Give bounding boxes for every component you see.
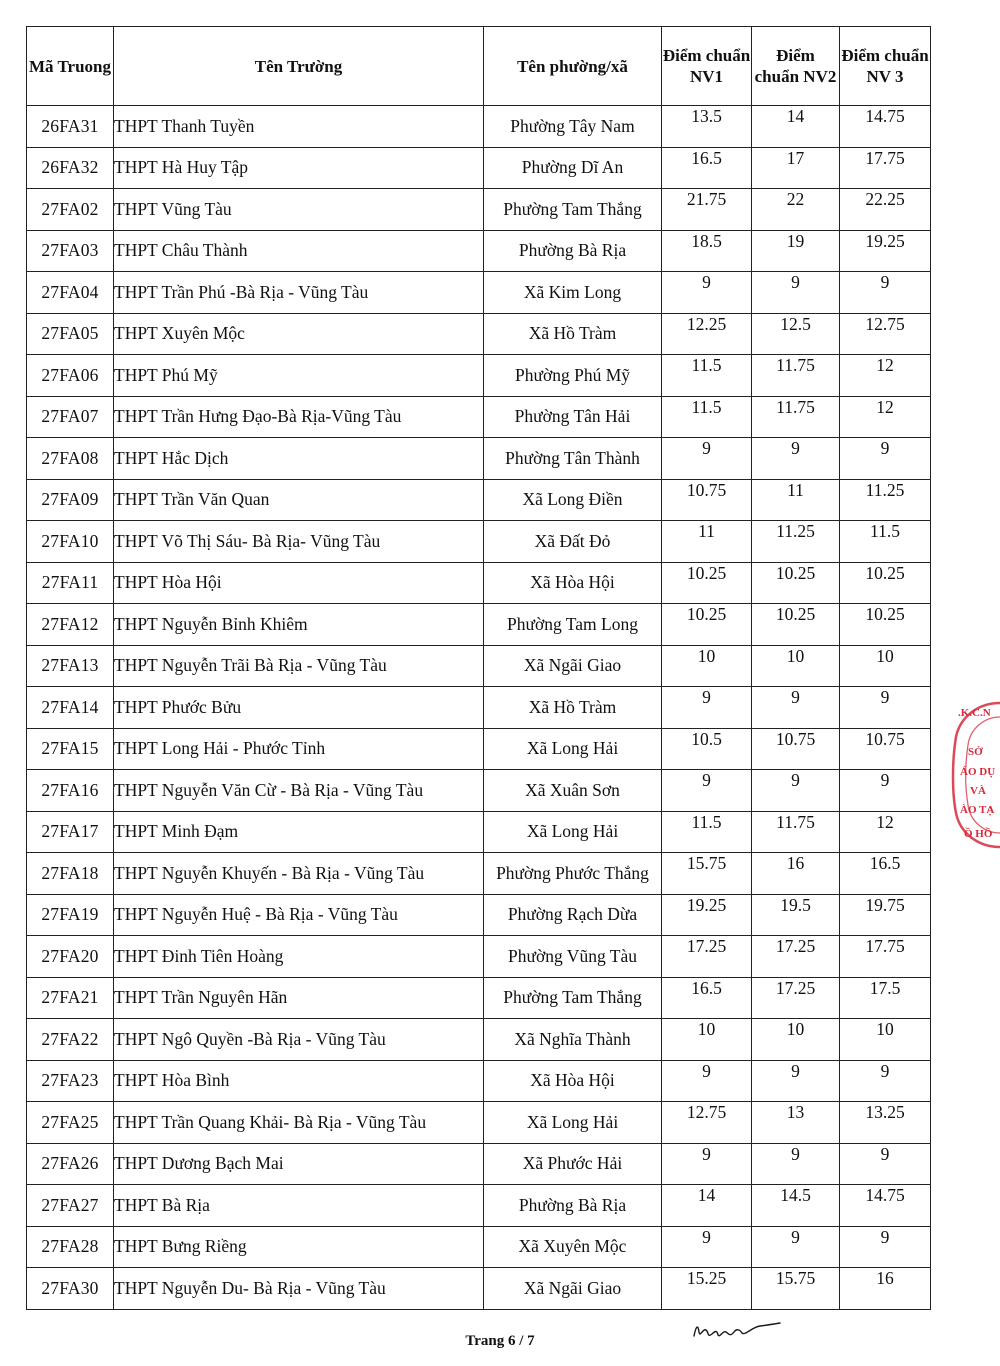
cell-school-name: THPT Châu Thành — [114, 230, 484, 272]
cell-score-nv2: 10.25 — [752, 604, 840, 646]
cell-score-nv2: 9 — [752, 1226, 840, 1268]
table-row — [27, 479, 931, 521]
cell-school-name: THPT Long Hải - Phước Tỉnh — [114, 728, 484, 770]
cell-school-name: THPT Hà Huy Tập — [114, 147, 484, 189]
cell-score-nv3: 9 — [840, 687, 931, 729]
table-row — [27, 1102, 931, 1144]
official-seal-stamp — [948, 695, 1000, 865]
cell-score-nv2: 16 — [752, 853, 840, 895]
cell-score-nv2: 10 — [752, 1019, 840, 1061]
cell-school-code: 27FA27 — [27, 1185, 114, 1227]
cell-school-code: 27FA20 — [27, 936, 114, 978]
table-row — [27, 1185, 931, 1227]
cell-ward: Phường Tân Hải — [484, 396, 662, 438]
cell-school-name: THPT Bưng Riềng — [114, 1226, 484, 1268]
cell-score-nv1: 16.5 — [662, 147, 752, 189]
cell-score-nv2: 14.5 — [752, 1185, 840, 1227]
cell-school-code: 27FA15 — [27, 728, 114, 770]
table-row — [27, 687, 931, 729]
cell-score-nv1: 21.75 — [662, 189, 752, 231]
cell-ward: Phường Bà Rịa — [484, 1185, 662, 1227]
cell-school-name: THPT Dương Bạch Mai — [114, 1143, 484, 1185]
cell-score-nv1: 11 — [662, 521, 752, 563]
cell-score-nv1: 9 — [662, 272, 752, 314]
cell-school-name: THPT Nguyễn Văn Cừ - Bà Rịa - Vũng Tàu — [114, 770, 484, 812]
cell-score-nv1: 10.25 — [662, 604, 752, 646]
cell-school-code: 27FA30 — [27, 1268, 114, 1310]
document-page — [26, 26, 930, 1310]
cell-score-nv3: 12 — [840, 355, 931, 397]
cell-score-nv1: 17.25 — [662, 936, 752, 978]
page-number: Trang 6 / 7 — [465, 1333, 535, 1349]
cell-score-nv1: 15.25 — [662, 1268, 752, 1310]
cell-school-code: 27FA22 — [27, 1019, 114, 1061]
cell-school-code: 26FA32 — [27, 147, 114, 189]
header-school-name: Tên Trường — [114, 27, 484, 106]
table-row — [27, 189, 931, 231]
cell-score-nv1: 19.25 — [662, 894, 752, 936]
cell-school-code: 27FA13 — [27, 645, 114, 687]
cell-school-code: 27FA16 — [27, 770, 114, 812]
cell-school-name: THPT Hắc Dịch — [114, 438, 484, 480]
cell-ward: Phường Phước Thắng — [484, 853, 662, 895]
cell-school-code: 27FA11 — [27, 562, 114, 604]
cell-school-code: 27FA09 — [27, 479, 114, 521]
cell-school-code: 27FA17 — [27, 811, 114, 853]
cell-school-code: 27FA19 — [27, 894, 114, 936]
stamp-text-line: .K.C.N — [958, 707, 991, 719]
cell-score-nv2: 11.75 — [752, 396, 840, 438]
cell-score-nv1: 12.25 — [662, 313, 752, 355]
header-score-nv3: Điểm chuẩn NV 3 — [840, 27, 931, 106]
table-row — [27, 313, 931, 355]
cell-score-nv2: 9 — [752, 687, 840, 729]
cell-ward: Phường Tây Nam — [484, 106, 662, 148]
cell-score-nv1: 9 — [662, 687, 752, 729]
cell-score-nv3: 16 — [840, 1268, 931, 1310]
table-row — [27, 645, 931, 687]
cell-ward: Phường Tam Thắng — [484, 189, 662, 231]
cell-score-nv1: 9 — [662, 1143, 752, 1185]
cell-score-nv3: 10 — [840, 1019, 931, 1061]
stamp-text-line: ÀO TẠ — [960, 804, 995, 816]
cell-score-nv1: 10 — [662, 645, 752, 687]
table-row — [27, 811, 931, 853]
cell-ward: Xã Ngãi Giao — [484, 1268, 662, 1310]
header-score-nv2: Điểm chuẩn NV2 — [752, 27, 840, 106]
cell-ward: Xã Hồ Tràm — [484, 687, 662, 729]
cell-school-code: 27FA06 — [27, 355, 114, 397]
cell-score-nv2: 22 — [752, 189, 840, 231]
cell-score-nv3: 9 — [840, 1226, 931, 1268]
cell-score-nv2: 11 — [752, 479, 840, 521]
cell-ward: Xã Long Hải — [484, 811, 662, 853]
table-row — [27, 977, 931, 1019]
table-row — [27, 1268, 931, 1310]
cell-ward: Xã Long Hải — [484, 1102, 662, 1144]
cell-score-nv1: 9 — [662, 1060, 752, 1102]
cell-score-nv2: 19 — [752, 230, 840, 272]
cell-score-nv2: 13 — [752, 1102, 840, 1144]
cell-ward: Phường Tam Long — [484, 604, 662, 646]
cell-score-nv3: 11.5 — [840, 521, 931, 563]
cell-score-nv2: 11.75 — [752, 811, 840, 853]
cell-score-nv2: 17 — [752, 147, 840, 189]
cell-score-nv1: 10.75 — [662, 479, 752, 521]
cell-school-code: 27FA18 — [27, 853, 114, 895]
cell-score-nv3: 16.5 — [840, 853, 931, 895]
cell-school-code: 27FA26 — [27, 1143, 114, 1185]
cell-score-nv3: 14.75 — [840, 106, 931, 148]
cell-score-nv2: 11.75 — [752, 355, 840, 397]
cell-school-code: 27FA21 — [27, 977, 114, 1019]
cell-score-nv2: 17.25 — [752, 977, 840, 1019]
cell-school-name: THPT Ngô Quyền -Bà Rịa - Vũng Tàu — [114, 1019, 484, 1061]
stamp-text-line: ÁO DỤ — [960, 766, 996, 778]
cell-ward: Xã Hòa Hội — [484, 562, 662, 604]
cell-score-nv3: 10.75 — [840, 728, 931, 770]
table-row — [27, 1226, 931, 1268]
cell-score-nv3: 11.25 — [840, 479, 931, 521]
cell-score-nv1: 10.25 — [662, 562, 752, 604]
cell-school-code: 26FA31 — [27, 106, 114, 148]
stamp-text-line: VÀ — [970, 785, 986, 797]
stamp-text-line: SỞ — [968, 746, 983, 758]
cell-ward: Phường Bà Rịa — [484, 230, 662, 272]
cell-school-code: 27FA12 — [27, 604, 114, 646]
cell-score-nv2: 14 — [752, 106, 840, 148]
cell-school-name: THPT Bà Rịa — [114, 1185, 484, 1227]
cell-score-nv2: 10.75 — [752, 728, 840, 770]
table-row — [27, 853, 931, 895]
cell-ward: Xã Hòa Hội — [484, 1060, 662, 1102]
cell-score-nv3: 14.75 — [840, 1185, 931, 1227]
header-school-code: Mã Truong — [27, 27, 114, 106]
cell-school-name: THPT Trần Văn Quan — [114, 479, 484, 521]
cell-school-name: THPT Nguyễn Khuyến - Bà Rịa - Vũng Tàu — [114, 853, 484, 895]
cell-score-nv3: 19.25 — [840, 230, 931, 272]
cell-school-name: THPT Hòa Hội — [114, 562, 484, 604]
cell-score-nv1: 11.5 — [662, 396, 752, 438]
cell-ward: Xã Nghĩa Thành — [484, 1019, 662, 1061]
stamp-text-line: Ồ HỒ — [964, 828, 993, 840]
table-row — [27, 521, 931, 563]
cell-school-name: THPT Minh Đạm — [114, 811, 484, 853]
cell-score-nv3: 10.25 — [840, 562, 931, 604]
cell-score-nv1: 11.5 — [662, 811, 752, 853]
admission-scores-table — [26, 26, 931, 1310]
table-body — [27, 106, 931, 1310]
cell-ward: Xã Ngãi Giao — [484, 645, 662, 687]
cell-score-nv1: 12.75 — [662, 1102, 752, 1144]
cell-school-name: THPT Trần Phú -Bà Rịa - Vũng Tàu — [114, 272, 484, 314]
header-score-nv1: Điểm chuẩn NV1 — [662, 27, 752, 106]
table-row — [27, 147, 931, 189]
cell-school-name: THPT Thanh Tuyền — [114, 106, 484, 148]
cell-score-nv1: 15.75 — [662, 853, 752, 895]
cell-school-code: 27FA14 — [27, 687, 114, 729]
cell-ward: Xã Hồ Tràm — [484, 313, 662, 355]
cell-school-code: 27FA02 — [27, 189, 114, 231]
cell-score-nv3: 12 — [840, 811, 931, 853]
cell-school-code: 27FA07 — [27, 396, 114, 438]
cell-score-nv3: 9 — [840, 272, 931, 314]
table-row — [27, 438, 931, 480]
cell-school-name: THPT Nguyễn Bỉnh Khiêm — [114, 604, 484, 646]
cell-score-nv2: 10 — [752, 645, 840, 687]
cell-score-nv3: 9 — [840, 770, 931, 812]
cell-score-nv2: 15.75 — [752, 1268, 840, 1310]
cell-school-name: THPT Trần Nguyên Hãn — [114, 977, 484, 1019]
cell-score-nv3: 13.25 — [840, 1102, 931, 1144]
cell-score-nv2: 9 — [752, 438, 840, 480]
cell-school-code: 27FA03 — [27, 230, 114, 272]
cell-ward: Xã Xuân Sơn — [484, 770, 662, 812]
cell-score-nv1: 16.5 — [662, 977, 752, 1019]
cell-school-name: THPT Trần Quang Khải- Bà Rịa - Vũng Tàu — [114, 1102, 484, 1144]
cell-score-nv1: 14 — [662, 1185, 752, 1227]
cell-ward: Phường Tam Thắng — [484, 977, 662, 1019]
cell-score-nv3: 12.75 — [840, 313, 931, 355]
table-row — [27, 770, 931, 812]
cell-score-nv1: 10 — [662, 1019, 752, 1061]
table-row — [27, 1060, 931, 1102]
cell-school-code: 27FA28 — [27, 1226, 114, 1268]
table-row — [27, 936, 931, 978]
cell-school-name: THPT Xuyên Mộc — [114, 313, 484, 355]
cell-score-nv1: 18.5 — [662, 230, 752, 272]
cell-ward: Phường Vũng Tàu — [484, 936, 662, 978]
table-row — [27, 728, 931, 770]
cell-school-code: 27FA05 — [27, 313, 114, 355]
cell-school-code: 27FA08 — [27, 438, 114, 480]
table-row — [27, 106, 931, 148]
table-row — [27, 272, 931, 314]
header-ward: Tên phường/xã — [484, 27, 662, 106]
cell-ward: Xã Xuyên Mộc — [484, 1226, 662, 1268]
cell-ward: Phường Tân Thành — [484, 438, 662, 480]
cell-school-name: THPT Phước Bửu — [114, 687, 484, 729]
cell-score-nv2: 17.25 — [752, 936, 840, 978]
cell-score-nv1: 9 — [662, 438, 752, 480]
table-row — [27, 396, 931, 438]
cell-school-name: THPT Nguyễn Huệ - Bà Rịa - Vũng Tàu — [114, 894, 484, 936]
cell-school-code: 27FA25 — [27, 1102, 114, 1144]
cell-ward: Xã Kim Long — [484, 272, 662, 314]
cell-score-nv2: 9 — [752, 1143, 840, 1185]
cell-score-nv3: 12 — [840, 396, 931, 438]
cell-score-nv3: 22.25 — [840, 189, 931, 231]
table-header-row — [27, 27, 931, 106]
cell-score-nv1: 13.5 — [662, 106, 752, 148]
cell-ward: Phường Dĩ An — [484, 147, 662, 189]
cell-ward: Xã Phước Hải — [484, 1143, 662, 1185]
cell-school-code: 27FA23 — [27, 1060, 114, 1102]
cell-score-nv2: 11.25 — [752, 521, 840, 563]
table-row — [27, 604, 931, 646]
cell-ward: Xã Long Hải — [484, 728, 662, 770]
table-row — [27, 1143, 931, 1185]
cell-ward: Xã Long Điền — [484, 479, 662, 521]
table-row — [27, 355, 931, 397]
table-row — [27, 894, 931, 936]
cell-score-nv3: 17.75 — [840, 147, 931, 189]
cell-school-code: 27FA04 — [27, 272, 114, 314]
cell-school-name: THPT Đinh Tiên Hoàng — [114, 936, 484, 978]
cell-school-code: 27FA10 — [27, 521, 114, 563]
cell-score-nv3: 10.25 — [840, 604, 931, 646]
cell-score-nv2: 10.25 — [752, 562, 840, 604]
cell-school-name: THPT Phú Mỹ — [114, 355, 484, 397]
cell-school-name: THPT Trần Hưng Đạo-Bà Rịa-Vũng Tàu — [114, 396, 484, 438]
cell-score-nv3: 9 — [840, 1060, 931, 1102]
cell-school-name: THPT Hòa Bình — [114, 1060, 484, 1102]
cell-school-name: THPT Vũng Tàu — [114, 189, 484, 231]
cell-score-nv3: 10 — [840, 645, 931, 687]
cell-score-nv1: 9 — [662, 770, 752, 812]
cell-ward: Phường Rạch Dừa — [484, 894, 662, 936]
cell-school-name: THPT Nguyễn Trãi Bà Rịa - Vũng Tàu — [114, 645, 484, 687]
cell-score-nv1: 11.5 — [662, 355, 752, 397]
cell-score-nv2: 12.5 — [752, 313, 840, 355]
cell-score-nv3: 17.5 — [840, 977, 931, 1019]
table-row — [27, 230, 931, 272]
cell-score-nv1: 9 — [662, 1226, 752, 1268]
cell-score-nv2: 9 — [752, 770, 840, 812]
cell-ward: Phường Phú Mỹ — [484, 355, 662, 397]
cell-score-nv2: 9 — [752, 272, 840, 314]
table-row — [27, 1019, 931, 1061]
cell-score-nv1: 10.5 — [662, 728, 752, 770]
cell-score-nv3: 9 — [840, 1143, 931, 1185]
cell-score-nv3: 9 — [840, 438, 931, 480]
cell-score-nv2: 19.5 — [752, 894, 840, 936]
cell-score-nv3: 19.75 — [840, 894, 931, 936]
cell-score-nv3: 17.75 — [840, 936, 931, 978]
cell-school-name: THPT Võ Thị Sáu- Bà Rịa- Vũng Tàu — [114, 521, 484, 563]
cell-ward: Xã Đất Đỏ — [484, 521, 662, 563]
cell-school-name: THPT Nguyễn Du- Bà Rịa - Vũng Tàu — [114, 1268, 484, 1310]
table-row — [27, 562, 931, 604]
cell-score-nv2: 9 — [752, 1060, 840, 1102]
